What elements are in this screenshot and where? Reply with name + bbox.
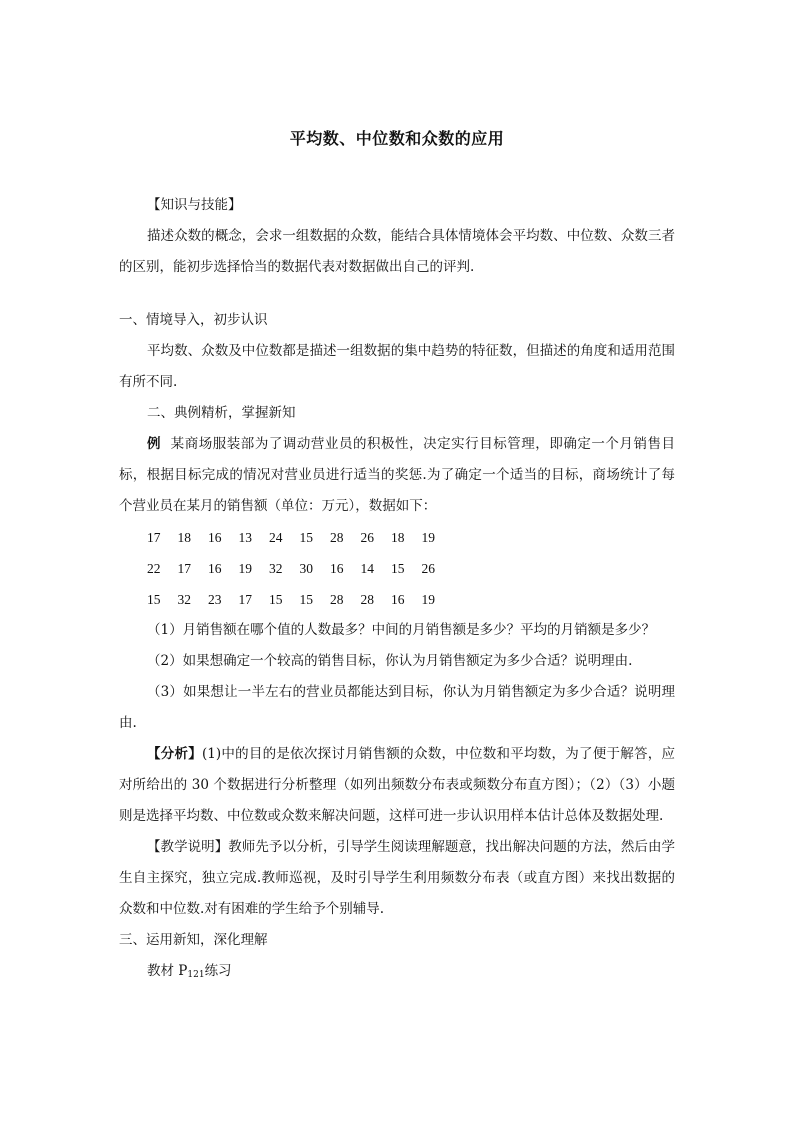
data-value: 24 — [269, 530, 283, 545]
data-value: 15 — [147, 592, 161, 607]
section2-heading: 二、典例精析，掌握新知 — [147, 405, 296, 421]
data-value: 15 — [269, 592, 283, 607]
teaching-paragraph — [119, 832, 675, 925]
spacer — [119, 283, 675, 305]
data-value: 19 — [421, 530, 435, 545]
teaching-body: 教师先予以分析，引导学生阅读理解题意，找出解决问题的方法，然后由学生自主探究，独立完成.教师巡视，及时引导学生利用频数分布表（或直方图）来找出数据的众数和中位数.对有困难的学生给予个别辅导. — [119, 839, 676, 917]
question-2: （2）如果想确定一个较高的销售目标，你认为月销售额定为多少合适？说明理由. — [147, 653, 633, 669]
data-value: 16 — [330, 561, 344, 576]
data-value: 28 — [330, 592, 344, 607]
data-value: 28 — [360, 592, 374, 607]
textbook-suffix: 练习 — [204, 963, 232, 979]
data-value: 16 — [208, 561, 222, 576]
data-value: 14 — [360, 561, 374, 576]
textbook-prefix: 教材 P — [147, 963, 188, 979]
data-row-2 — [119, 553, 675, 584]
data-value: 17 — [147, 530, 161, 545]
data-value: 32 — [177, 592, 191, 607]
data-value: 19 — [421, 592, 435, 607]
data-value: 22 — [147, 561, 161, 576]
data-value: 17 — [238, 592, 252, 607]
data-value: 16 — [391, 592, 405, 607]
data-value: 15 — [391, 561, 405, 576]
textbook-page-number: 121 — [187, 970, 205, 980]
data-value: 23 — [208, 592, 222, 607]
section1-heading: 一、情境导入，初步认识 — [119, 312, 268, 328]
textbook-exercise — [119, 956, 675, 987]
section3-heading: 三、运用新知，深化理解 — [119, 932, 268, 948]
data-value: 19 — [238, 561, 252, 576]
data-value: 18 — [177, 530, 191, 545]
data-value: 32 — [269, 561, 283, 576]
document-body — [119, 190, 675, 987]
data-value: 17 — [177, 561, 191, 576]
example-paragraph — [119, 429, 675, 522]
example-body: 某商场服装部为了调动营业员的积极性，决定实行目标管理，即确定一个月销售目标，根据目标完成的情况对营业员进行适当的奖惩.为了确定一个适当的目标，商场统计了每个营业员在某月的销售额（单位：万元），数据如下： — [119, 436, 676, 514]
analysis-body: (1)中的目的是依次探讨月销售额的众数，中位数和平均数，为了便于解答，应对所给出的 30 个数据进行分析整理（如列出频数分布表或频数分布直方图）；（2）（3）小题则是选择平均数、中位数或众数来解决问题，这样可进一步认识用样本估计总体及数据处理. — [119, 746, 675, 824]
data-row-1 — [119, 522, 675, 553]
knowledge-heading: 【知识与技能】 — [147, 197, 242, 213]
teaching-label: 【教学说明】 — [147, 839, 229, 855]
data-value: 15 — [299, 530, 313, 545]
knowledge-body: 描述众数的概念，会求一组数据的众数，能结合具体情境体会平均数、中位数、众数三者的区别，能初步选择恰当的数据代表对数据做出自己的评判. — [119, 228, 675, 275]
data-value: 30 — [299, 561, 313, 576]
page-title: 平均数、中位数和众数的应用 — [289, 129, 505, 148]
data-value: 26 — [360, 530, 374, 545]
data-value: 13 — [238, 530, 252, 545]
data-value: 26 — [421, 561, 435, 576]
data-value: 15 — [299, 592, 313, 607]
question-1: （1）月销售额在哪个值的人数最多？中间的月销售额是多少？平均的月销额是多少？ — [147, 622, 656, 638]
data-value: 18 — [391, 530, 405, 545]
data-value: 28 — [330, 530, 344, 545]
analysis-paragraph — [119, 739, 675, 832]
section1-body: 平均数、众数及中位数都是描述一组数据的集中趋势的特征数，但描述的角度和适用范围有所不同. — [119, 343, 675, 390]
analysis-label: 【分析】 — [147, 746, 203, 762]
data-value: 16 — [208, 530, 222, 545]
example-label: 例 — [147, 436, 162, 452]
data-row-3 — [119, 584, 675, 615]
question-3: （3）如果想让一半左右的营业员都能达到目标，你认为月销售额定为多少合适？说明理由. — [119, 684, 675, 731]
